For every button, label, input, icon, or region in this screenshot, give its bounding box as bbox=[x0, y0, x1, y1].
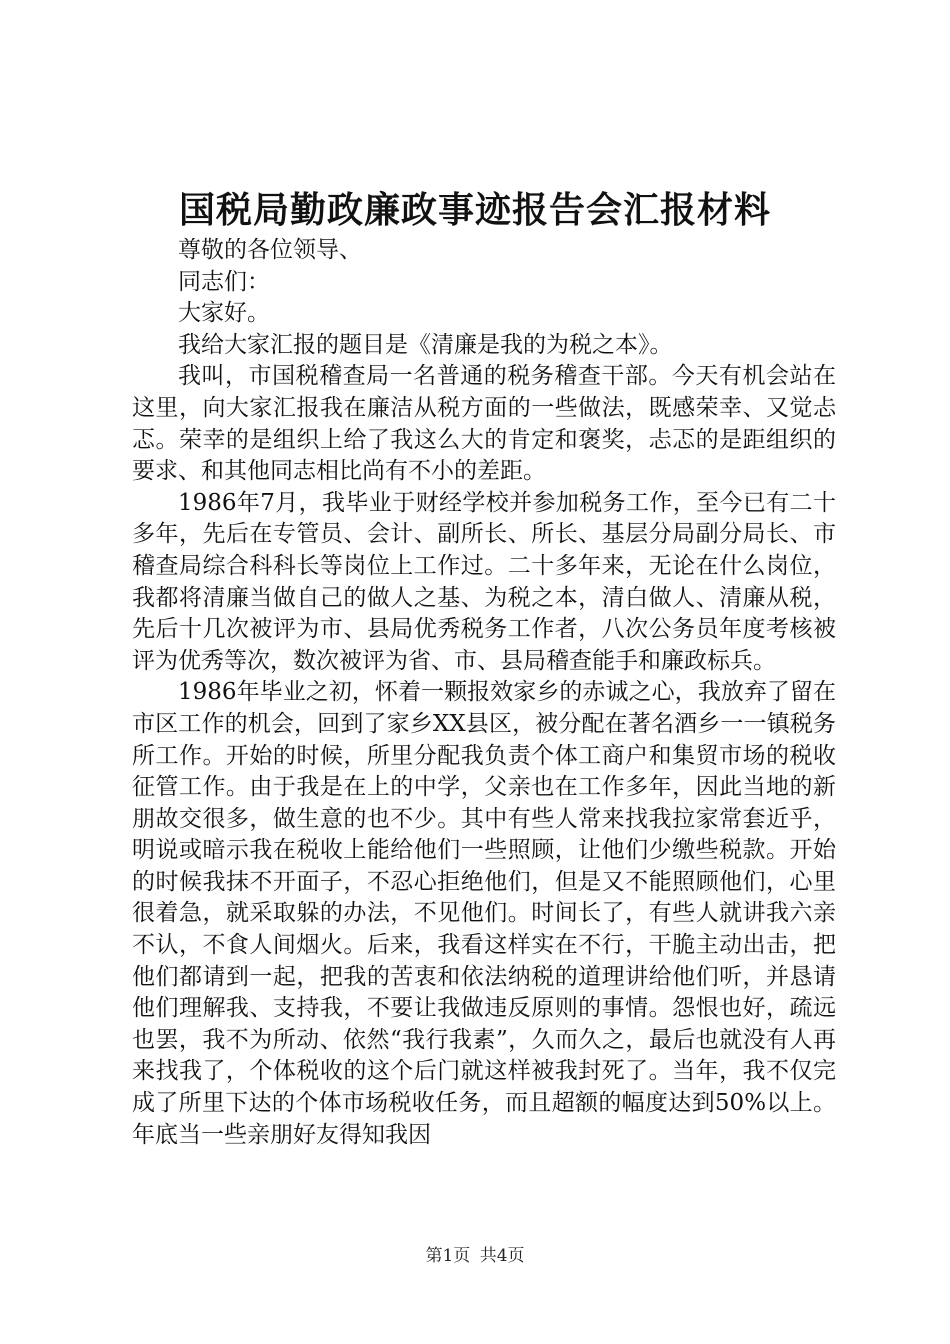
paragraph-introduction: 我叫，市国税稽查局一名普通的税务稽查干部。今天有机会站在这里，向大家汇报我在廉洁从税方面的一些做法，既感荣幸、又觉忐忑。荣幸的是组织上给了我这么大的肯定和褒奖，忐忑的是距组织的要求、和其他同志相比尚有不小的差距。 bbox=[132, 363, 836, 485]
page-footer bbox=[0, 1245, 950, 1267]
document-body bbox=[132, 235, 836, 1151]
paragraph-career: 1986年7月，我毕业于财经学校并参加税务工作，至今已有二十多年，先后在专管员、会计、副所长、所长、基层分局副分局长、市稽查局综合科科长等岗位上工作过。二十多年来，无论在什么岗位，我都将清廉当做自己的做人之基、为税之本，清白做人、清廉从税，先后十几次被评为市、县局优秀税务工作者，八次公务员年度考核被评为优秀等次，数次被评为省、市、县局稽查能手和廉政标兵。 bbox=[132, 489, 836, 674]
paragraph-early-work: 1986年毕业之初，怀着一颗报效家乡的赤诚之心，我放弃了留在市区工作的机会，回到了家乡XX县区，被分配在著名酒乡一一镇税务所工作。开始的时候，所里分配我负责个体工商户和集贸市场的税收征管工作。由于我是在上的中学，父亲也在工作多年，因此当地的新朋故交很多，做生意的也不少。其中有些人常来找我拉家常套近乎，明说或暗示我在税收上能给他们一些照顾，让他们少缴些税款。开始的时候我抹不开面子，不忍心拒绝他们，但是又不能照顾他们，心里很着急，就采取躲的办法，不见他们。时间长了，有些人就讲我六亲不认，不食人间烟火。后来，我看这样实在不行，干脆主动出击，把他们都请到一起，把我的苦衷和依法纳税的道理讲给他们听，并恳请他们理解我、支持我，不要让我做违反原则的事情。怨恨也好，疏远也罢，我不为所动、依然“我行我素”，久而久之，最后也就没有人再来找我了，个体税收的这个后门就这样被我封死了。当年，我不仅完成了所里下达的个体市场税收任务，而且超额的幅度达到50%以上。年底当一些亲朋好友得知我因 bbox=[132, 679, 836, 1148]
paragraph-salutation-2: 同志们： bbox=[178, 268, 270, 295]
page-number: 第1页 bbox=[425, 1246, 471, 1266]
paragraph-salutation-1: 尊敬的各位领导、 bbox=[178, 237, 362, 263]
paragraph-topic: 我给大家汇报的题目是《清廉是我的为税之本》。 bbox=[178, 331, 673, 358]
paragraph-greeting: 大家好。 bbox=[178, 300, 270, 327]
page-total: 共4页 bbox=[479, 1246, 525, 1266]
document-title: 国税局勤政廉政事迹报告会汇报材料 bbox=[178, 189, 771, 231]
